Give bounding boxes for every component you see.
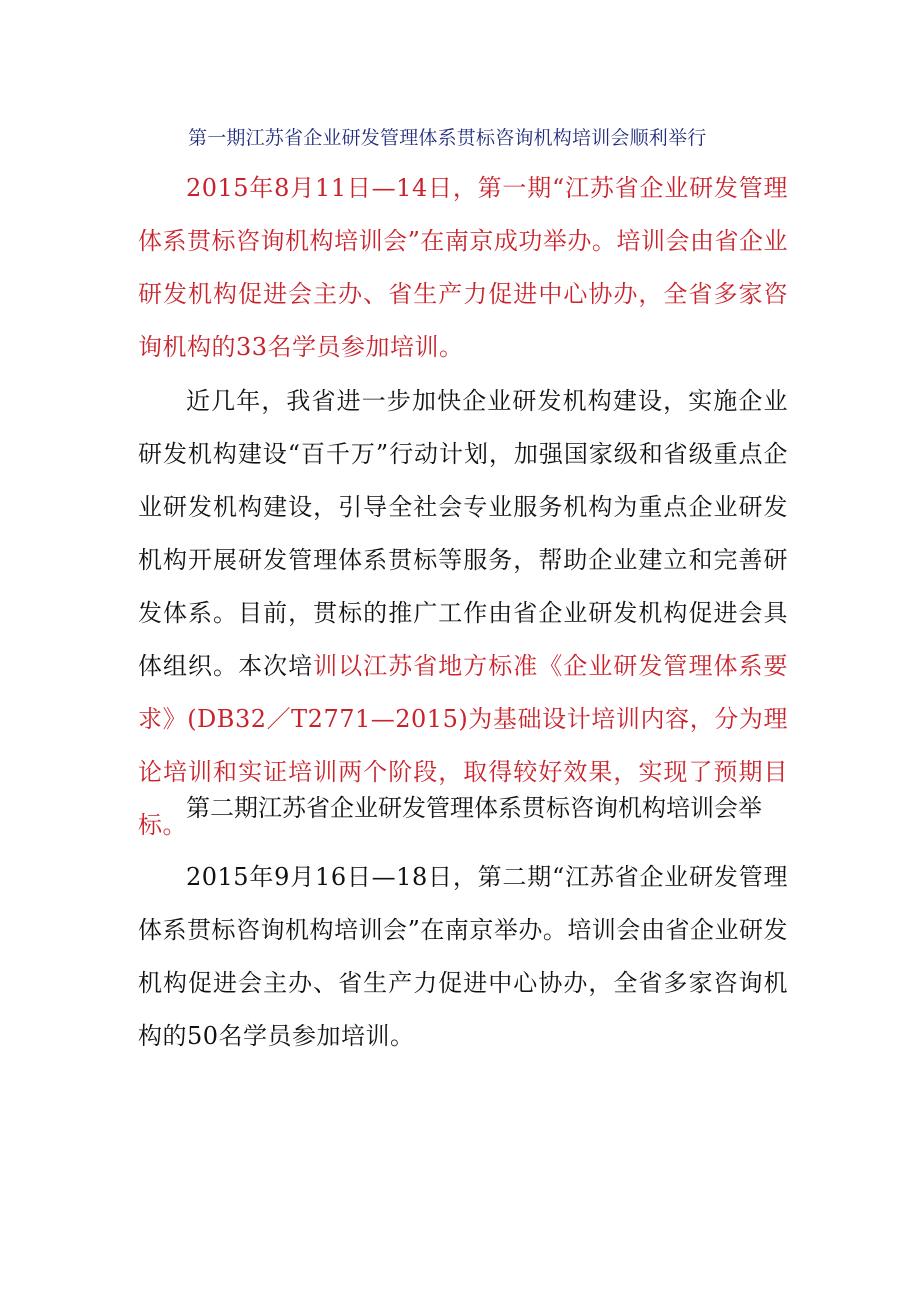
- second-session-heading: 第二期江苏省企业研发管理体系贯标咨询机构培训会举: [186, 794, 762, 822]
- paragraph-background-red-text: 训以江苏省地方标准《企业研发管理体系要求》(DB32／T2771—2015)为基础设计培训内容，分为理论培训和实证培训两个阶段，取得较好效果，实现了预期目标。: [138, 652, 788, 839]
- paragraph-background-black-text: 近几年，我省进一步加快企业研发机构建设，实施企业研发机构建设“百千万”行动计划，加强国家级和省级重点企业研发机构建设，引导全社会专业服务机构为重点企业研发机构开展研发管理体系贯标等服务，帮助企业建立和完善研发体系。目前，贯标的推广工作由省企业研发机构促进会具体组织。本次培: [138, 387, 788, 680]
- paragraph-second-session: 2015年9月16日—18日，第二期“江苏省企业研发管理体系贯标咨询机构培训会”在南京举办。培训会由省企业研发机构促进会主办、省生产力促进中心协办，全省多家咨询机构的50名学员参加培训。: [138, 863, 788, 1050]
- document-heading: 第一期江苏省企业研发管理体系贯标咨询机构培训会顺利举行: [188, 127, 707, 149]
- paragraph-first-session: 2015年8月11日—14日，第一期“江苏省企业研发管理体系贯标咨询机构培训会”在南京成功举办。培训会由省企业研发机构促进会主办、省生产力促进中心协办，全省多家咨询机构的33名学员参加培训。: [138, 174, 788, 361]
- paragraph-background: [138, 375, 788, 852]
